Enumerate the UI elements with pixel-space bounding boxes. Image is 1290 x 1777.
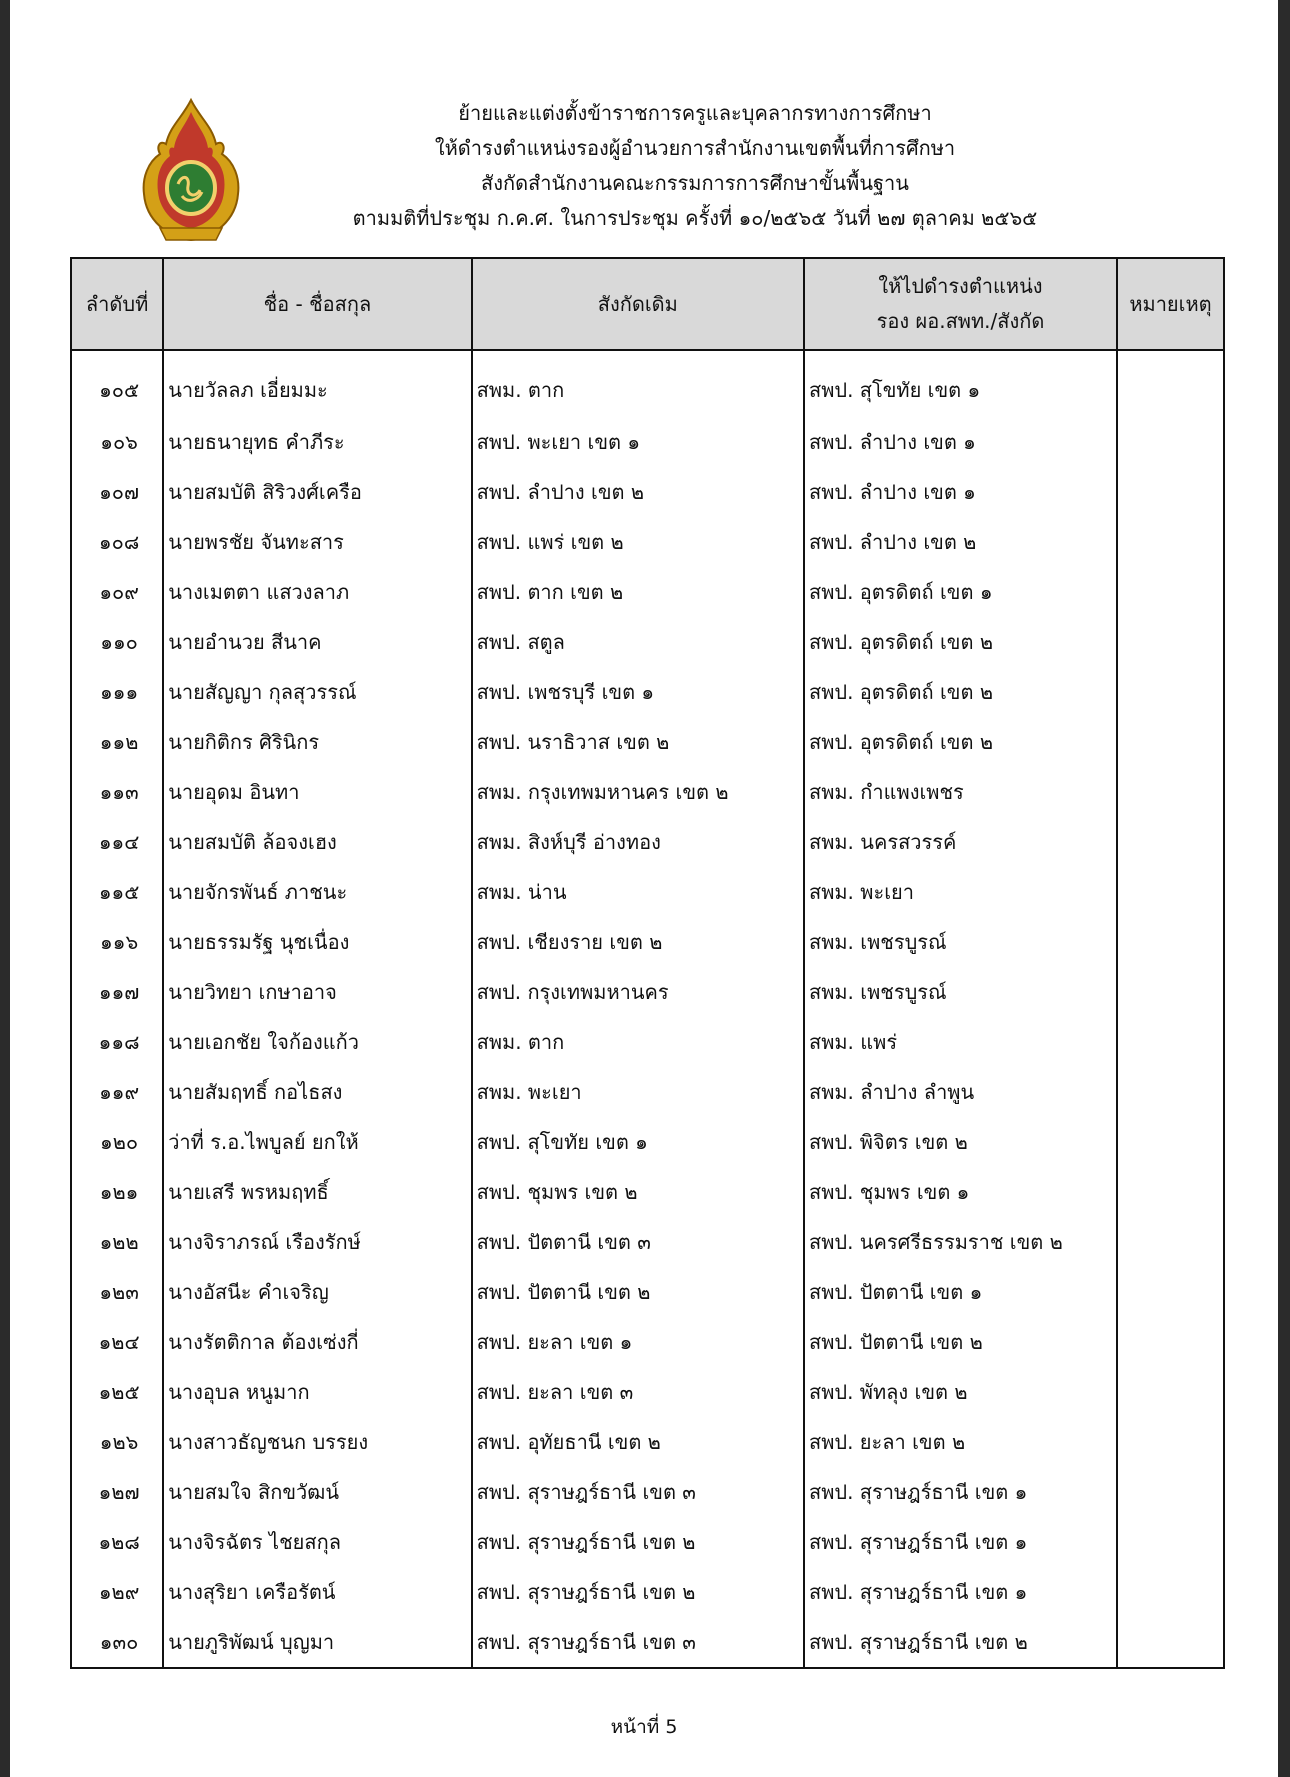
cell-remark <box>1117 1617 1224 1668</box>
cell-remark <box>1117 617 1224 667</box>
table-row <box>71 567 1224 617</box>
cell-remark <box>1117 717 1224 767</box>
cell-position: สพป. อุตรดิตถ์ เขต ๒ <box>804 617 1117 667</box>
cell-remark <box>1117 917 1224 967</box>
table-row <box>71 1317 1224 1367</box>
cell-name: นางอุบล หนูมาก <box>163 1367 471 1417</box>
page-number: หน้าที่ 5 <box>610 1716 678 1738</box>
cell-remark <box>1117 417 1224 467</box>
table-header-row <box>71 258 1224 350</box>
cell-origin: สพป. ตาก เขต ๒ <box>472 567 804 617</box>
cell-position: สพป. ปัตตานี เขต ๑ <box>804 1267 1117 1317</box>
table-row <box>71 767 1224 817</box>
cell-name: ว่าที่ ร.อ.ไพบูลย์ ยกให้ <box>163 1117 471 1167</box>
cell-remark <box>1117 1317 1224 1367</box>
cell-name: นางสาวธัญชนก บรรยง <box>163 1417 471 1467</box>
table-row <box>71 867 1224 917</box>
table-row <box>71 1267 1224 1317</box>
cell-remark <box>1117 1467 1224 1517</box>
table-row <box>71 417 1224 467</box>
cell-remark <box>1117 867 1224 917</box>
column-header-position-line2: รอง ผอ.สพท./สังกัด <box>876 309 1045 333</box>
table-row <box>71 817 1224 867</box>
cell-origin: สพม. กรุงเทพมหานคร เขต ๒ <box>472 767 804 817</box>
table-row <box>71 350 1224 417</box>
table-row <box>71 967 1224 1017</box>
cell-origin: สพป. สุราษฎร์ธานี เขต ๒ <box>472 1517 804 1567</box>
cell-name: นางสุริยา เครือรัตน์ <box>163 1567 471 1617</box>
emblem-graphic <box>130 96 252 244</box>
header-subtitle-line: ให้ดำรงตำแหน่งรองผู้อำนวยการสำนักงานเขตพื้นที่การศึกษา <box>434 136 956 160</box>
cell-remark <box>1117 1517 1224 1567</box>
cell-position: สพม. กำแพงเพชร <box>804 767 1117 817</box>
cell-name: นายเอกชัย ใจก้องแก้ว <box>163 1017 471 1067</box>
cell-no: ๑๑๒ <box>71 717 163 767</box>
cell-no: ๑๑๖ <box>71 917 163 967</box>
cell-position: สพป. ปัตตานี เขต ๒ <box>804 1317 1117 1367</box>
table-row <box>71 667 1224 717</box>
cell-name: นางเมตตา แสวงลาภ <box>163 567 471 617</box>
cell-no: ๑๒๑ <box>71 1167 163 1217</box>
cell-name: นายธนายุทธ คำภีระ <box>163 417 471 467</box>
header-meeting-line: ตามมติที่ประชุม ก.ค.ศ. ในการประชุม ครั้งที่ ๑๐/๒๕๖๕ วันที่ ๒๗ ตุลาคม ๒๕๖๕ <box>352 206 1038 230</box>
cell-origin: สพป. เชียงราย เขต ๒ <box>472 917 804 967</box>
cell-name: นางรัตติกาล ต้องเซ่งกี่ <box>163 1317 471 1367</box>
cell-name: นายภูริพัฒน์ บุญมา <box>163 1617 471 1668</box>
table-row <box>71 467 1224 517</box>
cell-position: สพป. สุราษฎร์ธานี เขต ๑ <box>804 1467 1117 1517</box>
cell-origin: สพม. สิงห์บุรี อ่างทอง <box>472 817 804 867</box>
cell-name: นายจักรพันธ์ ภาชนะ <box>163 867 471 917</box>
cell-position: สพป. พัทลุง เขต ๒ <box>804 1367 1117 1417</box>
cell-origin: สพป. ลำปาง เขต ๒ <box>472 467 804 517</box>
cell-name: นายอำนวย สีนาค <box>163 617 471 667</box>
cell-position: สพม. แพร่ <box>804 1017 1117 1067</box>
cell-name: นางจิรฉัตร ไชยสกุล <box>163 1517 471 1567</box>
cell-name: นายสัมฤทธิ์ กอไธสง <box>163 1067 471 1117</box>
cell-name: นายสมใจ สิกขวัฒน์ <box>163 1467 471 1517</box>
cell-no: ๑๐๙ <box>71 567 163 617</box>
cell-origin: สพม. พะเยา <box>472 1067 804 1117</box>
cell-no: ๑๒๕ <box>71 1367 163 1417</box>
cell-origin: สพป. สุราษฎร์ธานี เขต ๓ <box>472 1467 804 1517</box>
cell-no: ๑๐๕ <box>71 350 163 417</box>
cell-origin: สพป. สุราษฎร์ธานี เขต ๓ <box>472 1617 804 1668</box>
cell-remark <box>1117 1267 1224 1317</box>
cell-remark <box>1117 467 1224 517</box>
cell-position: สพม. พะเยา <box>804 867 1117 917</box>
cell-no: ๑๑๗ <box>71 967 163 1017</box>
cell-no: ๑๐๗ <box>71 467 163 517</box>
cell-remark <box>1117 1117 1224 1167</box>
table-row <box>71 1467 1224 1517</box>
cell-origin: สพป. อุทัยธานี เขต ๒ <box>472 1417 804 1467</box>
cell-name: นายสัญญา กุลสุวรรณ์ <box>163 667 471 717</box>
table-row <box>71 1367 1224 1417</box>
cell-no: ๑๒๗ <box>71 1467 163 1517</box>
cell-no: ๑๒๖ <box>71 1417 163 1467</box>
cell-origin: สพป. เพชรบุรี เขต ๑ <box>472 667 804 717</box>
cell-no: ๑๑๑ <box>71 667 163 717</box>
document-header <box>260 96 1130 236</box>
cell-name: นายกิติกร ศิรินิกร <box>163 717 471 767</box>
cell-no: ๑๐๘ <box>71 517 163 567</box>
column-header-origin: สังกัดเดิม <box>472 258 804 350</box>
table-row <box>71 917 1224 967</box>
cell-name: นายสมบัติ สิริวงศ์เครือ <box>163 467 471 517</box>
table-row <box>71 617 1224 667</box>
header-affiliation-line: สังกัดสำนักงานคณะกรรมการการศึกษาขั้นพื้นฐาน <box>481 171 909 195</box>
table-row <box>71 717 1224 767</box>
cell-name: นายเสรี พรหมฤทธิ์ <box>163 1167 471 1217</box>
cell-remark <box>1117 1567 1224 1617</box>
appointment-table <box>70 257 1225 1669</box>
cell-origin: สพป. ชุมพร เขต ๒ <box>472 1167 804 1217</box>
cell-remark <box>1117 1067 1224 1117</box>
cell-no: ๑๒๘ <box>71 1517 163 1567</box>
cell-name: นายวัลลภ เอี่ยมมะ <box>163 350 471 417</box>
cell-name: นายพรชัย จันทะสาร <box>163 517 471 567</box>
cell-remark <box>1117 517 1224 567</box>
cell-position: สพป. อุตรดิตถ์ เขต ๒ <box>804 667 1117 717</box>
table-row <box>71 1017 1224 1067</box>
cell-no: ๑๑๙ <box>71 1067 163 1117</box>
cell-remark <box>1117 1017 1224 1067</box>
table-body <box>71 350 1224 1668</box>
cell-position: สพป. ลำปาง เขต ๒ <box>804 517 1117 567</box>
table-row <box>71 1167 1224 1217</box>
column-header-position-line1: ให้ไปดำรงตำแหน่ง <box>878 274 1043 298</box>
cell-position: สพม. เพชรบูรณ์ <box>804 967 1117 1017</box>
column-header-name: ชื่อ - ชื่อสกุล <box>163 258 471 350</box>
cell-no: ๑๑๓ <box>71 767 163 817</box>
cell-origin: สพป. แพร่ เขต ๒ <box>472 517 804 567</box>
column-header-position <box>804 258 1117 350</box>
header-title-line: ย้ายและแต่งตั้งข้าราชการครูและบุคลากรทางการศึกษา <box>458 101 932 125</box>
cell-position: สพม. ลำปาง ลำพูน <box>804 1067 1117 1117</box>
cell-no: ๑๒๙ <box>71 1567 163 1617</box>
cell-name: นายวิทยา เกษาอาจ <box>163 967 471 1017</box>
obec-emblem-logo <box>130 96 252 244</box>
column-header-remark: หมายเหตุ <box>1117 258 1224 350</box>
cell-remark <box>1117 1367 1224 1417</box>
table-row <box>71 1517 1224 1567</box>
cell-position: สพป. พิจิตร เขต ๒ <box>804 1117 1117 1167</box>
cell-position: สพป. อุตรดิตถ์ เขต ๑ <box>804 567 1117 617</box>
cell-name: นายอุดม อินทา <box>163 767 471 817</box>
cell-no: ๑๒๒ <box>71 1217 163 1267</box>
cell-remark <box>1117 767 1224 817</box>
cell-origin: สพม. ตาก <box>472 1017 804 1067</box>
cell-position: สพป. ลำปาง เขต ๑ <box>804 417 1117 467</box>
table-row <box>71 1217 1224 1267</box>
column-header-no: ลำดับที่ <box>71 258 163 350</box>
cell-origin: สพป. สตูล <box>472 617 804 667</box>
cell-position: สพป. สุราษฎร์ธานี เขต ๒ <box>804 1617 1117 1668</box>
cell-name: นางจิราภรณ์ เรืองรักษ์ <box>163 1217 471 1267</box>
cell-position: สพป. ชุมพร เขต ๑ <box>804 1167 1117 1217</box>
cell-origin: สพป. ยะลา เขต ๑ <box>472 1317 804 1367</box>
cell-no: ๑๒๔ <box>71 1317 163 1367</box>
cell-remark <box>1117 967 1224 1017</box>
cell-name: นางอัสนีะ คำเจริญ <box>163 1267 471 1317</box>
cell-no: ๑๓๐ <box>71 1617 163 1668</box>
cell-origin: สพป. พะเยา เขต ๑ <box>472 417 804 467</box>
cell-remark <box>1117 350 1224 417</box>
table-row <box>71 1567 1224 1617</box>
document-page <box>10 0 1278 1777</box>
cell-no: ๑๑๔ <box>71 817 163 867</box>
cell-remark <box>1117 567 1224 617</box>
cell-no: ๑๑๕ <box>71 867 163 917</box>
cell-name: นายสมบัติ ล้อจงเฮง <box>163 817 471 867</box>
cell-origin: สพป. สุราษฎร์ธานี เขต ๒ <box>472 1567 804 1617</box>
cell-position: สพป. ลำปาง เขต ๑ <box>804 467 1117 517</box>
cell-position: สพป. ยะลา เขต ๒ <box>804 1417 1117 1467</box>
cell-position: สพป. สุราษฎร์ธานี เขต ๑ <box>804 1517 1117 1567</box>
table-row <box>71 1117 1224 1167</box>
cell-position: สพป. สุราษฎร์ธานี เขต ๑ <box>804 1567 1117 1617</box>
cell-origin: สพป. ยะลา เขต ๓ <box>472 1367 804 1417</box>
cell-position: สพป. นครศรีธรรมราช เขต ๒ <box>804 1217 1117 1267</box>
cell-position: สพม. เพชรบูรณ์ <box>804 917 1117 967</box>
cell-origin: สพม. น่าน <box>472 867 804 917</box>
cell-name: นายธรรมรัฐ นุชเนื่อง <box>163 917 471 967</box>
cell-position: สพป. อุตรดิตถ์ เขต ๒ <box>804 717 1117 767</box>
cell-no: ๑๒๐ <box>71 1117 163 1167</box>
cell-remark <box>1117 667 1224 717</box>
table-row <box>71 1067 1224 1117</box>
cell-remark <box>1117 1417 1224 1467</box>
cell-remark <box>1117 817 1224 867</box>
cell-origin: สพป. นราธิวาส เขต ๒ <box>472 717 804 767</box>
cell-origin: สพป. สุโขทัย เขต ๑ <box>472 1117 804 1167</box>
cell-position: สพป. สุโขทัย เขต ๑ <box>804 350 1117 417</box>
cell-no: ๑๐๖ <box>71 417 163 467</box>
cell-origin: สพป. ปัตตานี เขต ๓ <box>472 1217 804 1267</box>
cell-remark <box>1117 1217 1224 1267</box>
cell-origin: สพม. ตาก <box>472 350 804 417</box>
cell-no: ๑๑๘ <box>71 1017 163 1067</box>
table-row <box>71 1617 1224 1668</box>
cell-origin: สพป. กรุงเทพมหานคร <box>472 967 804 1017</box>
cell-origin: สพป. ปัตตานี เขต ๒ <box>472 1267 804 1317</box>
table-row <box>71 1417 1224 1467</box>
table-row <box>71 517 1224 567</box>
cell-no: ๑๑๐ <box>71 617 163 667</box>
cell-no: ๑๒๓ <box>71 1267 163 1317</box>
cell-position: สพม. นครสวรรค์ <box>804 817 1117 867</box>
cell-remark <box>1117 1167 1224 1217</box>
